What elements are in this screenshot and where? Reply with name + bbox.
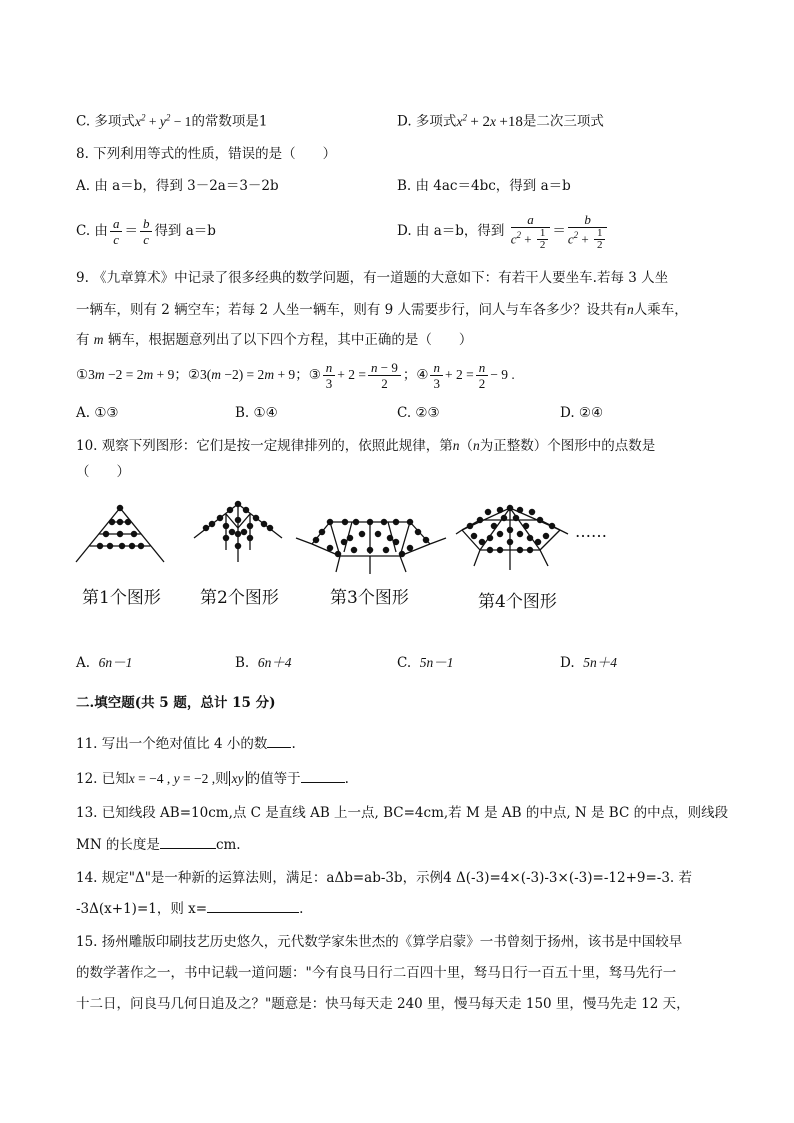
figure-dot [507, 539, 512, 544]
figure-dot [261, 521, 266, 526]
figure-dot [399, 551, 404, 556]
figure-dot [138, 543, 143, 548]
figure-dot [351, 547, 356, 552]
figure-dot [527, 547, 532, 552]
q7-option-c: C. 多项式$x^2 + y^2 - 1$的常数项是1 [76, 112, 268, 130]
figure-line [540, 530, 560, 550]
figure-dot [107, 543, 112, 548]
q8-option-c: C. 由 $\frac{a}{c}$ ＝ $\frac{b}{c}$ 得到 a＝b [76, 216, 216, 247]
q12-given: x = −4 , y = −2 , [128, 771, 216, 786]
figure-line [400, 556, 406, 572]
figure-dot [359, 531, 364, 536]
figure-line [474, 550, 480, 566]
q12: 12. 已知x = −4 , y = −2 ,则 xy 的值等于 . [76, 768, 349, 789]
figure-3-caption: 第3个图形 [330, 588, 409, 608]
figure-1-caption: 第1个图形 [82, 588, 161, 608]
equation-3: ③ $\frac{n}{3}$ + 2 = $\frac{n - 9}{2}$ [309, 367, 403, 382]
figure-dot [217, 515, 222, 520]
figure-line [560, 530, 568, 534]
q10-option-b: B. 6n＋4 [235, 655, 292, 671]
figure-dot [335, 551, 340, 556]
q8-option-a: A. 由 a＝b，得到 3－2a＝3－2b [76, 178, 279, 194]
figure-line [76, 508, 120, 562]
figure-dot [393, 539, 398, 544]
figure-dot [223, 535, 228, 540]
fraction-a-over-c2-half: a $c^2$ + $\frac{1}{2}$ [511, 212, 551, 252]
figure-dot [241, 529, 246, 534]
figure-dot [393, 519, 398, 524]
q7c-expression: $x^2 + y^2 - 1$ [134, 112, 192, 129]
figure-dot [423, 537, 428, 542]
figure-dot [267, 525, 272, 530]
figure-dot [235, 501, 240, 506]
figure-dot [353, 519, 358, 524]
figure-dot [487, 547, 492, 552]
figure-dot [131, 531, 136, 536]
q9-option-a: A. ①③ [76, 405, 119, 421]
fraction-b-over-c2-half: b $c^2$ + $\frac{1}{2}$ [568, 212, 608, 252]
figure-dot [341, 539, 346, 544]
q10-option-a: A. 6n－1 [76, 655, 133, 671]
figure-dot [485, 509, 490, 514]
q15-line2: 的数学著作之一，书中记载一道问题："今有良马日行二百四十里，驽马日行一百五十里，驽马先行一 [76, 965, 677, 981]
figure-line [430, 538, 446, 544]
figure-dot [209, 521, 214, 526]
figure-dot [497, 547, 502, 552]
figure-dot [491, 523, 496, 528]
figure-dot [119, 543, 124, 548]
figure-line [120, 508, 164, 562]
q11: 11. 写出一个绝对值比 4 小的数 . [76, 733, 296, 754]
figure-dot [467, 523, 472, 528]
figure-dot [529, 509, 534, 514]
q7-option-d: D. 多项式$x^2 + 2x +18$是二次三项式 [397, 112, 604, 130]
figure-dot [497, 507, 502, 512]
figure-dot [543, 533, 548, 538]
figure-dot [513, 515, 518, 520]
figure-dot [117, 519, 122, 524]
figure-dot [407, 545, 412, 550]
q13-answer-blank[interactable] [160, 834, 216, 849]
q8-option-d: D. 由 a＝b，得到 a $c^2$ + $\frac{1}{2}$ ＝ b $c^2$ + $\frac{1}{2}$ [397, 207, 609, 255]
equation-4: ④ $\frac{n}{3}$ + 2 = $\frac{n}{2}$ − 9 . [416, 360, 515, 392]
figure-dot [487, 535, 492, 540]
q13-line1: 13. 已知线段 AB=10cm,点 C 是直线 AB 上一点, BC=4cm,若 M 是 AB 的中点, N 是 BC 的中点，则线段 [76, 805, 729, 821]
figure-dot [549, 523, 554, 528]
equation-2: ②3(m −2) = 2m + 9 [187, 367, 296, 382]
figure-dot [471, 533, 476, 538]
q14-answer-blank[interactable] [207, 898, 299, 913]
q14-line1: 14. 规定"Δ"是一种新的运算法则，满足：aΔb=ab-3b，示例4 Δ(-3)=4×(-3)-3×(-3)=-12+9=-3. 若 [76, 870, 693, 886]
q10-option-d: D. 5n＋4 [560, 655, 617, 671]
q8-option-b: B. 由 4ac＝4bc，得到 a＝b [397, 178, 571, 194]
equation-1: ①3m −2 = 2m + 9 [76, 367, 175, 382]
figure-dot [327, 519, 332, 524]
figure-dot [367, 547, 372, 552]
figure-dot [497, 531, 502, 536]
fraction-a-over-c: $\frac{a}{c}$ [110, 216, 123, 247]
figure-dot [367, 519, 372, 524]
figure-dot [501, 515, 506, 520]
figure-dot [243, 507, 248, 512]
q9-equations: ①3m −2 = 2m + 9；②3(m −2) = 2m + 9；③ $\frac{n}{3}$ + 2 = $\frac{n - 9}{2}$ ；④ $\frac{n}{3}$ + 2 = $\frac{n}{2}$ − 9 . [76, 360, 515, 392]
figure-dot [407, 519, 412, 524]
figures-ellipsis: …… [575, 522, 607, 541]
q12-answer-blank[interactable] [301, 768, 345, 783]
q8-stem: 8. 下列利用等式的性质，错误的是（ ） [76, 146, 337, 162]
figure-dot [247, 523, 252, 528]
figure-dot [117, 505, 122, 510]
figure-dot [537, 517, 542, 522]
q11-answer-blank[interactable] [267, 733, 291, 748]
q10-option-c: C. 5n－1 [397, 655, 454, 671]
q9-option-b: B. ①④ [235, 405, 278, 421]
figure-dot [375, 531, 380, 536]
figure-dot [383, 547, 388, 552]
figure-dot [517, 531, 522, 536]
figure-dot [327, 545, 332, 550]
figure-dot [227, 507, 232, 512]
figure-line [296, 538, 312, 544]
figure-dot [415, 529, 420, 534]
figure-dot [477, 517, 482, 522]
figure-dot [97, 543, 102, 548]
figure-dot [223, 523, 228, 528]
q14-line2: -3Δ(x+1)=1，则 x= . [76, 898, 303, 919]
figure-2-caption: 第2个图形 [200, 588, 279, 608]
figure-dot [103, 531, 108, 536]
fraction-b-over-c: $\frac{b}{c}$ [140, 216, 153, 247]
figure-dot [125, 519, 130, 524]
figure-dot [117, 531, 122, 536]
figure-dot [319, 529, 324, 534]
q7d-expression: $x^2 + 2x +18$ [456, 112, 523, 130]
section-2-title: 二.填空题(共 5 题，总计 15 分) [76, 695, 276, 711]
figure-dot [387, 535, 392, 540]
figure-line [336, 556, 340, 572]
figure-dot [109, 519, 114, 524]
figure-line [462, 530, 480, 550]
q10-stem-paren: （ ） [76, 464, 130, 480]
q10-stem: 10. 观察下列图形：它们是按一定规律排列的，依照此规律，第n（n为正整数）个图形中的点数是 [76, 438, 656, 454]
abs-xy: xy [229, 771, 247, 786]
figure-dot [129, 543, 134, 548]
figure-dot [527, 535, 532, 540]
q9-line1: 9. 《九章算术》中记录了很多经典的数学问题，有一道题的大意如下：有若干人要坐车.若每 3 人坐 [76, 270, 669, 286]
figure-dot [381, 519, 386, 524]
q9-line3: 有 m 辆车，根据题意列出了以下四个方程，其中正确的是（ ） [76, 332, 473, 348]
figure-dot [523, 523, 528, 528]
figure-dot [247, 535, 252, 540]
figure-dot [235, 517, 240, 522]
figure-dot [235, 543, 240, 548]
figure-dot [313, 537, 318, 542]
q9-option-c: C. ②③ [397, 405, 440, 421]
figure-dot [507, 527, 512, 532]
figure-dot [235, 531, 240, 536]
figure-dot [347, 535, 352, 540]
figure-dot [229, 529, 234, 534]
figure-line [540, 550, 548, 566]
figure-dot [342, 519, 347, 524]
q15-line1: 15. 扬州雕版印刷技艺历史悠久，元代数学家朱世杰的《算学启蒙》一书曾刻于扬州，该书是中国较早 [76, 934, 683, 950]
figure-dot [507, 505, 512, 510]
figure-dot [517, 547, 522, 552]
figure-4-caption: 第4个图形 [478, 592, 557, 612]
figure-dot [203, 525, 208, 530]
q15-line3: 十二日，问良马几何日追及之？"题意是：快马每天走 240 里，慢马每天走 150 里，慢马先走 12 天， [76, 996, 690, 1012]
figure-dot [479, 539, 484, 544]
figure-dot [517, 507, 522, 512]
figure-dot [535, 539, 540, 544]
figure-line [456, 530, 462, 534]
q9-option-d: D. ②④ [560, 405, 604, 421]
q9-line2: 一辆车，则有 2 辆空车；若每 2 人坐一辆车，则有 9 人需要步行，问人与车各多少？设共有n人乘车， [76, 302, 688, 318]
q13-line2: MN 的长度是 cm. [76, 834, 241, 855]
figure-dot [253, 515, 258, 520]
